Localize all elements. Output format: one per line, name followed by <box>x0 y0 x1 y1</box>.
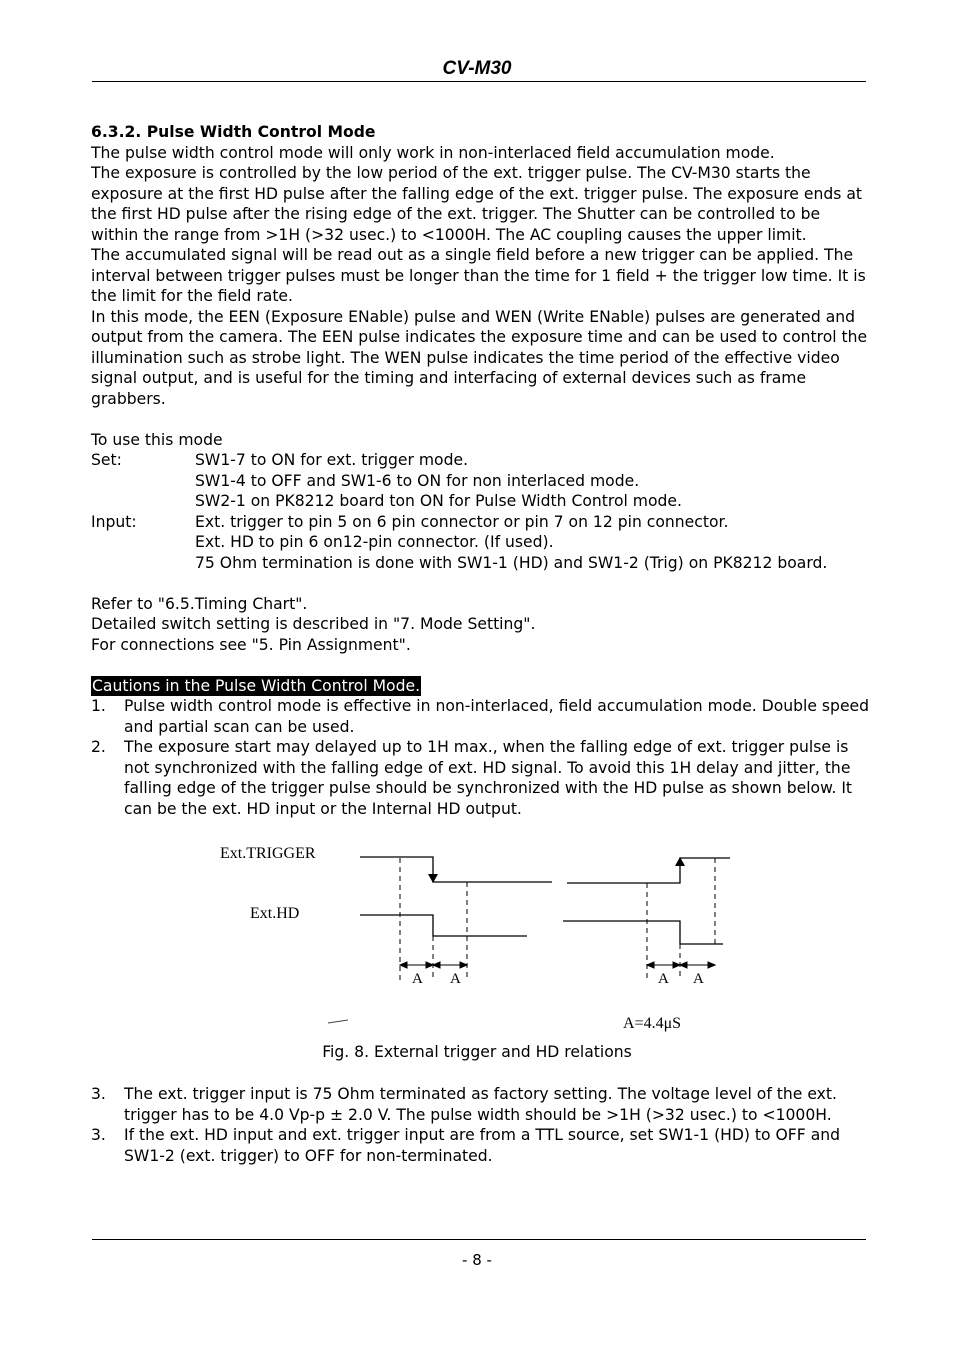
figure-caption: Fig. 8. External trigger and HD relations <box>322 1043 632 1061</box>
reference-line: Detailed switch setting is described in "7. Mode Setting". <box>91 615 536 633</box>
list-item <box>91 737 871 819</box>
item-number: 3. <box>91 1085 106 1103</box>
list-item <box>91 696 871 737</box>
item-number: 1. <box>91 697 106 715</box>
a-label: A <box>412 971 423 987</box>
reference-line: For connections see "5. Pin Assignment". <box>91 635 411 654</box>
input-row <box>91 512 871 574</box>
a-label: A <box>693 971 704 987</box>
timing-diagram <box>210 838 750 1038</box>
hd-waveform-left <box>360 915 527 936</box>
timing-guides-right <box>647 858 715 980</box>
footer-rule <box>92 1239 866 1240</box>
cautions-header: Cautions in the Pulse Width Control Mode. <box>92 676 421 695</box>
item-number: 2. <box>91 738 106 756</box>
reference-line: Refer to "6.5.Timing Chart". <box>91 594 308 613</box>
paragraph: The accumulated signal will be read out as a single field before a new trigger can be applied. The interval between trigger pulses must be longer than the time for 1 field + the trigger low time. It is the limit for the field rate. <box>91 246 866 305</box>
list-item <box>91 1125 871 1166</box>
trigger-waveform-left <box>360 857 552 882</box>
item-text: The exposure start may delayed up to 1H max., when the falling edge of ext. trigger pulse is not synchronized with the falling edge of ext. HD signal. To avoid this 1H delay and jitter, the falling edge of the trigger pulse should be synchronized with the HD pulse as shown below. It can be the ext. HD input or the Internal HD output. <box>124 738 853 818</box>
a-label: A <box>450 971 461 987</box>
header-rule <box>92 81 866 82</box>
item-text: Pulse width control mode is effective in non-interlaced, field accumulation mode. Double speed and partial scan can be used. <box>124 697 870 736</box>
input-line: Ext. trigger to pin 5 on 6 pin connector or pin 7 on 12 pin connector. <box>195 512 729 531</box>
list-item <box>91 1084 871 1125</box>
notes-list <box>91 1084 871 1166</box>
item-text: If the ext. HD input and ext. trigger input are from a TTL source, set SW1-1 (HD) to OFF and SW1-2 (ext. trigger) to OFF for non-terminated. <box>124 1126 841 1165</box>
notes-content <box>91 1084 871 1166</box>
paragraph: The exposure is controlled by the low period of the ext. trigger pulse. The CV-M30 starts the exposure at the first HD pulse after the falling edge of the ext. trigger pulse. The exposure ends at the first HD pulse after the rising edge of the ext. trigger. The Shutter can be controlled to be within the range from >1H (>32 usec.) to <1000H. The AC coupling causes the upper limit. <box>91 164 862 244</box>
input-label: Input: <box>91 512 137 531</box>
set-label: Set: <box>91 451 122 469</box>
page-number: - 8 - <box>462 1251 492 1269</box>
a-value-label: A=4.4μS <box>623 1015 682 1032</box>
cautions-list <box>91 696 871 819</box>
set-line: SW1-4 to OFF and SW1-6 to ON for non interlaced mode. <box>195 471 640 490</box>
section-heading: 6.3.2. Pulse Width Control Mode <box>91 123 376 141</box>
input-line: 75 Ohm termination is done with SW1-1 (HD) and SW1-2 (Trig) on PK8212 board. <box>195 553 828 572</box>
a-label: A <box>658 971 669 987</box>
main-content <box>91 122 871 819</box>
set-row <box>91 450 871 512</box>
trigger-label: Ext.TRIGGER <box>220 845 316 862</box>
paragraph: The pulse width control mode will only work in non-interlaced field accumulation mode. <box>91 143 775 162</box>
item-text: The ext. trigger input is 75 Ohm terminated as factory setting. The voltage level of the ext. trigger has to be 4.0 Vp-p ± 2.0 V. The pulse width should be >1H (>32 usec.) to <1000H. <box>124 1085 837 1124</box>
trigger-waveform-right <box>567 858 730 883</box>
scan-artifact <box>328 1020 348 1023</box>
input-line: Ext. HD to pin 6 on12-pin connector. (If used). <box>195 533 554 551</box>
hd-waveform-right <box>563 921 723 944</box>
dimension-right <box>647 962 715 968</box>
set-line: SW1-7 to ON for ext. trigger mode. <box>195 451 469 469</box>
item-number: 3. <box>91 1126 106 1144</box>
document-title: CV-M30 <box>442 58 512 79</box>
use-intro: To use this mode <box>91 430 223 449</box>
set-line: SW2-1 on PK8212 board ton ON for Pulse Width Control mode. <box>195 492 682 510</box>
hd-label: Ext.HD <box>250 905 300 922</box>
paragraph: In this mode, the EEN (Exposure ENable) pulse and WEN (Write ENable) pulses are generated and output from the camera. The EEN pulse indicates the exposure time and can be used to control the illumination such as strobe light. The WEN pulse indicates the time period of the effective video signal output, and is useful for the timing and interfacing of external devices such as frame grabbers. <box>91 307 868 408</box>
